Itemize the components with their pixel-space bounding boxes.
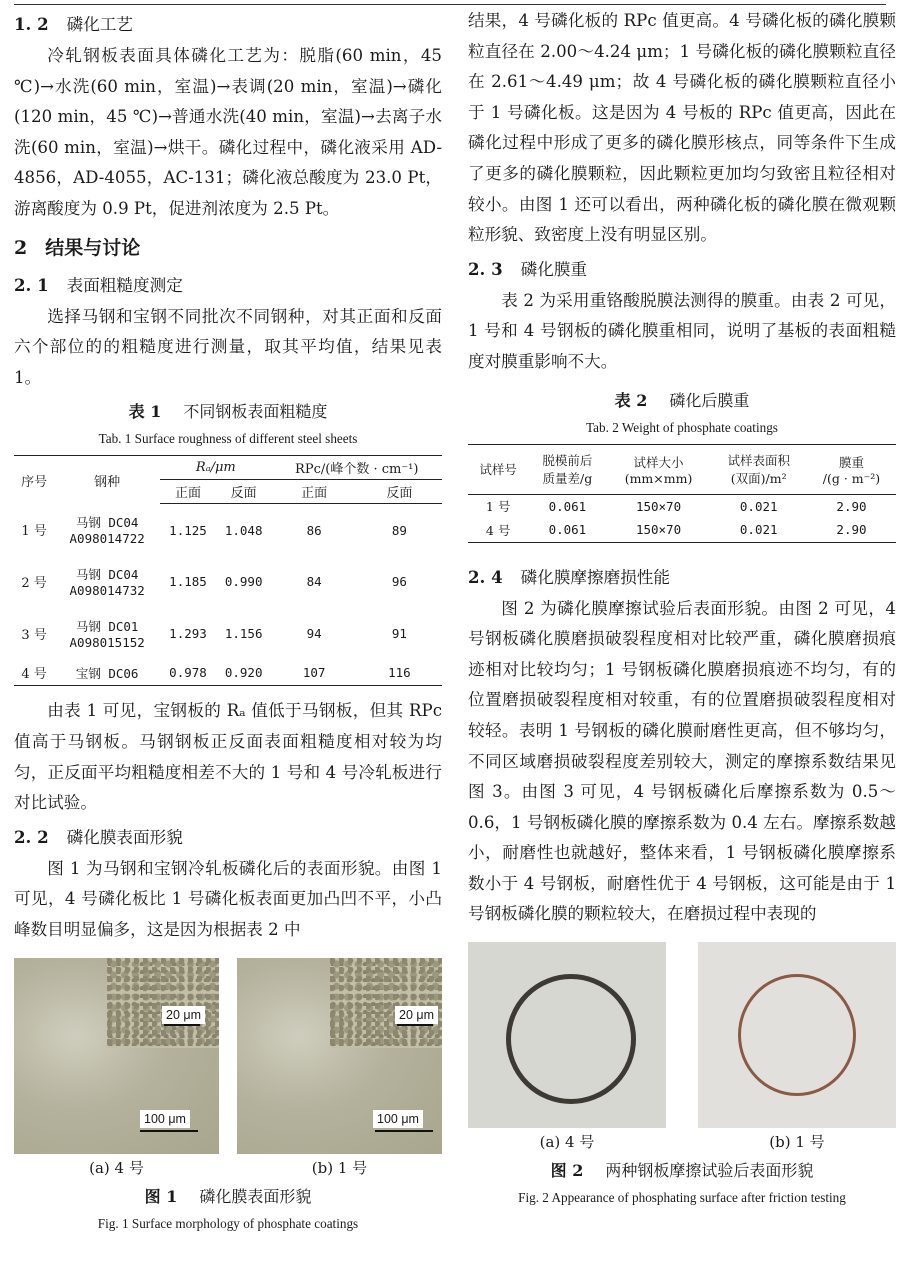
section-number: 2. 3 <box>468 258 503 279</box>
section-2-4-heading <box>468 561 896 594</box>
micrograph-inset <box>107 958 219 1048</box>
section-title: 结果与讨论 <box>45 236 141 259</box>
table-cell: 2.90 <box>836 498 867 514</box>
wear-track <box>506 974 636 1104</box>
scale-bar <box>397 1024 433 1026</box>
table-cell: 1.293 <box>169 626 207 642</box>
grade-line: 马钢 DC04 <box>75 515 139 531</box>
table-row <box>14 660 442 686</box>
table-2 <box>468 444 896 543</box>
table-cell: 0.021 <box>739 498 778 514</box>
table-row <box>14 556 442 608</box>
scale-label: 100 μm <box>373 1110 423 1128</box>
table-cell: 1.048 <box>224 522 263 538</box>
scale-bar <box>140 1130 198 1132</box>
micrograph-1 <box>237 958 442 1154</box>
figure-2-caption-en: Fig. 2 Appearance of phosphating surface after friction testing <box>518 1190 846 1206</box>
figure-label: 图 1 <box>144 1186 178 1206</box>
wear-track <box>738 974 856 1096</box>
table-cell: 宝钢 DC06 <box>75 665 139 681</box>
table-cell: 0.920 <box>224 665 263 681</box>
scale-label: 20 μm <box>162 1006 205 1024</box>
subfigure-caption: (a) 4 号 <box>89 1158 144 1177</box>
table-row <box>468 494 896 518</box>
friction-paragraph: 图 2 为磷化膜摩擦试验后表面形貌。由图 2 可见，4 号钢板磷化膜磨损破裂程度相对比较严重，磷化膜磨损痕迹相对比较均匀；1 号钢板磷化膜磨损痕迹不均匀，有的位置磨损破裂程度相对较重，有的位置磨损破裂程度相对较轻。表明 1 号钢板的磷化膜耐磨性更高，但不够均匀，不同区域磨损破裂程度差别较大，测定的摩擦系数结果见图 3。由图 3 可见，4 号钢板磷化后摩擦系数为 0.5～0.6，1 号钢板磷化膜的摩擦系数为 0.4 左右。摩擦系数越小，耐磨性也就越好，整体来看，1 号钢板磷化膜摩擦系数小于 4 号钢板，耐磨性优于 4 号钢板，这可能是由于 1号钢板磷化膜的颗粒较大，在磨损过程中表现的 <box>468 598 896 924</box>
section-2-2-heading <box>14 821 442 854</box>
table-cell: 150×70 <box>635 498 682 514</box>
wear-photo-4 <box>468 942 666 1128</box>
coating-weight-paragraph: 表 2 为采用重铬酸脱膜法测得的膜重。由表 2 可见，1 号和 4 号钢板的磷化膜重相同，说明了基板的表面粗糙度对膜重影响不大。 <box>468 290 897 371</box>
batch-line: A098014722 <box>69 531 145 547</box>
roughness-paragraph: 选择马钢和宝钢不同批次不同钢种，对其正面和反面六个部位的的粗糙度进行测量，取其平均值，结果见表 1。 <box>14 306 442 387</box>
column-header <box>528 444 606 494</box>
table-cell: 1.156 <box>224 626 263 642</box>
table-cell: 1 号 <box>21 524 47 540</box>
figure-2-caption <box>468 1156 896 1186</box>
table-cell: 4 号 <box>485 522 511 538</box>
micrograph-inset <box>330 958 442 1048</box>
section-number: 2. 2 <box>14 826 49 847</box>
table-1 <box>14 455 442 686</box>
table-cell: 0.061 <box>548 522 587 538</box>
section-2-3-heading <box>468 253 896 286</box>
subfigure-caption: (a) 4 号 <box>539 1133 595 1152</box>
figure-1-images <box>14 958 442 1182</box>
column-header <box>807 444 896 494</box>
batch-line: A098015152 <box>69 635 145 651</box>
subfigure-caption: (b) 1 号 <box>769 1133 825 1152</box>
section-number: 2. 1 <box>14 274 49 295</box>
table-2-caption-en: Tab. 2 Weight of phosphate coatings <box>586 419 778 435</box>
table-cell: 150×70 <box>635 522 682 538</box>
section-number: 2 <box>14 236 28 259</box>
table-cell: 4 号 <box>21 667 47 683</box>
process-paragraph: 冷轧钢板表面具体磷化工艺为：脱脂(60 min，45 ℃)→水洗(60 min，室温)→表调(20 min，室温)→磷化(120 min，45 ℃)→普通水洗(40 min，室温)→去离子水洗(60 min，室温)→烘干。磷化过程中，磷化液采用 AD-4856，AD-4055，AC-131；磷化液总酸度为 23.0 Pt，游离酸度为 0.9 Pt，促进剂浓度为 2.5 Pt。 <box>14 46 442 218</box>
table-cell: 2.90 <box>836 522 867 538</box>
table-cell: 86 <box>306 522 322 538</box>
figure-1-caption <box>14 1182 442 1212</box>
micrograph-4 <box>14 958 219 1154</box>
right-column <box>468 6 896 1210</box>
table-row <box>14 504 442 556</box>
section-number: 1. 2 <box>14 14 49 34</box>
table-cell: 0.990 <box>224 574 263 590</box>
table-cell: 1.125 <box>169 522 207 538</box>
table-cell: 0.021 <box>739 522 778 538</box>
section-title: 表面粗糙度测定 <box>66 275 183 295</box>
column-header: 钢种 <box>94 474 121 490</box>
section-title: 磷化膜表面形貌 <box>66 827 183 847</box>
column-header: 正面 <box>272 480 357 504</box>
table-cell: 0.061 <box>548 498 587 514</box>
header-line: (mm×mm) <box>624 470 693 486</box>
table-cell <box>54 504 160 556</box>
section-title: 磷化膜重 <box>520 259 588 279</box>
table-cell <box>54 608 160 660</box>
grade-line: 马钢 DC01 <box>75 619 139 635</box>
section-2-heading <box>14 231 442 265</box>
section-1-2-heading <box>14 8 442 41</box>
table-cell <box>54 556 160 608</box>
section-number: 2. 4 <box>468 566 503 587</box>
continuation-paragraph: 结果，4 号磷化板的 RPc 值更高。4 号磷化板的磷化膜颗粒直径在 2.00～4.24 μm；1 号磷化板的磷化膜颗粒直径在 2.61～4.49 μm；故 4 号磷化板的磷化膜颗粒直径小于 1 号磷化板。这是因为 4 号板的 RPc 值更高，因此在磷化过程中形成了更多的磷化膜形核点，同等条件下生成了更多的磷化膜颗粒，因此颗粒更加均匀致密且粒径相对较小。由图 1 还可以看出，两种磷化板的磷化膜在微观颗粒形貌、致密度上没有明显区别。 <box>468 11 896 245</box>
table-1-caption-en: Tab. 1 Surface roughness of different steel sheets <box>98 431 358 447</box>
subfigure-caption: (b) 1 号 <box>311 1158 368 1177</box>
table-cell: 89 <box>391 522 407 538</box>
figure-1a <box>14 958 219 1182</box>
table-row <box>468 518 896 542</box>
table-cell: 1.185 <box>169 574 207 590</box>
column-header <box>710 444 806 494</box>
morphology-paragraph: 图 1 为马钢和宝钢冷轧板磷化后的表面形貌。由图 1 可见，4 号磷化板比 1 号磷化板表面更加凸凹不平，小凸峰数目明显偏多，这是因为根据表 2 中 <box>14 858 442 939</box>
table-cell: 107 <box>302 665 326 681</box>
section-title: 磷化膜摩擦磨损性能 <box>520 567 670 587</box>
scale-label: 20 μm <box>395 1006 438 1024</box>
table-cell: 2 号 <box>21 576 47 592</box>
grade-line: 马钢 DC04 <box>75 567 139 583</box>
header-line: 膜重 <box>838 454 864 470</box>
scale-label: 100 μm <box>140 1110 190 1128</box>
batch-line: A098014732 <box>69 583 145 599</box>
header-line: 试样表面积 <box>727 453 790 469</box>
column-header: 正面 <box>160 480 216 504</box>
wear-photo-1 <box>698 942 896 1128</box>
column-header <box>607 444 711 494</box>
figure-label: 图 2 <box>550 1161 584 1181</box>
table-cell: 3 号 <box>21 628 47 644</box>
column-header: 试样号 <box>468 444 528 494</box>
table-2-caption <box>468 386 896 416</box>
table-row <box>14 608 442 660</box>
table-cell: 1 号 <box>485 499 511 515</box>
table-label: 表 1 <box>128 402 162 422</box>
header-rule <box>14 4 886 5</box>
table-cell: 84 <box>306 574 322 590</box>
header-line: 质量差/g <box>542 471 593 487</box>
header-line: 脱模前后 <box>542 453 593 469</box>
figure-title: 磷化膜表面形貌 <box>199 1186 312 1206</box>
figure-2a <box>468 942 666 1156</box>
table-cell: 91 <box>391 626 407 642</box>
figure-1b <box>237 958 442 1182</box>
section-title: 磷化工艺 <box>66 15 134 34</box>
figure-2b <box>698 942 896 1156</box>
figure-2-images <box>468 942 896 1156</box>
table-title: 磷化后膜重 <box>669 390 750 410</box>
column-header: 序号 <box>21 474 48 490</box>
column-header: Rₐ/μm <box>160 456 271 480</box>
column-header: 反面 <box>357 480 442 504</box>
table-label: 表 2 <box>614 390 648 410</box>
left-column <box>14 6 442 1236</box>
table-title: 不同钢板表面粗糙度 <box>183 402 328 422</box>
header-line: (双面)/m² <box>730 471 787 487</box>
figure-title: 两种钢板摩擦试验后表面形貌 <box>605 1161 814 1181</box>
scale-bar <box>375 1130 433 1132</box>
table-cell: 96 <box>391 574 407 590</box>
table-1-caption <box>14 397 442 427</box>
table-cell: 94 <box>306 626 322 642</box>
column-header: RPc/(峰个数 · cm⁻¹) <box>272 456 442 480</box>
table-1-discussion: 由表 1 可见，宝钢板的 Rₐ 值低于马钢板，但其 RPc 值高于马钢板。马钢钢板正反面表面粗糙度相对较为均匀，正反面平均粗糙度相差不大的 1 号和 4 号冷轧板进行对比试验。 <box>14 701 442 813</box>
section-2-1-heading <box>14 269 442 302</box>
scale-bar <box>164 1024 200 1026</box>
header-line: 试样大小 <box>633 454 684 470</box>
figure-1-caption-en: Fig. 1 Surface morphology of phosphate coatings <box>97 1215 359 1231</box>
table-cell: 0.978 <box>169 665 207 681</box>
header-line: /(g · m⁻²) <box>822 470 881 486</box>
table-cell: 116 <box>388 665 411 681</box>
column-header: 反面 <box>216 480 272 504</box>
